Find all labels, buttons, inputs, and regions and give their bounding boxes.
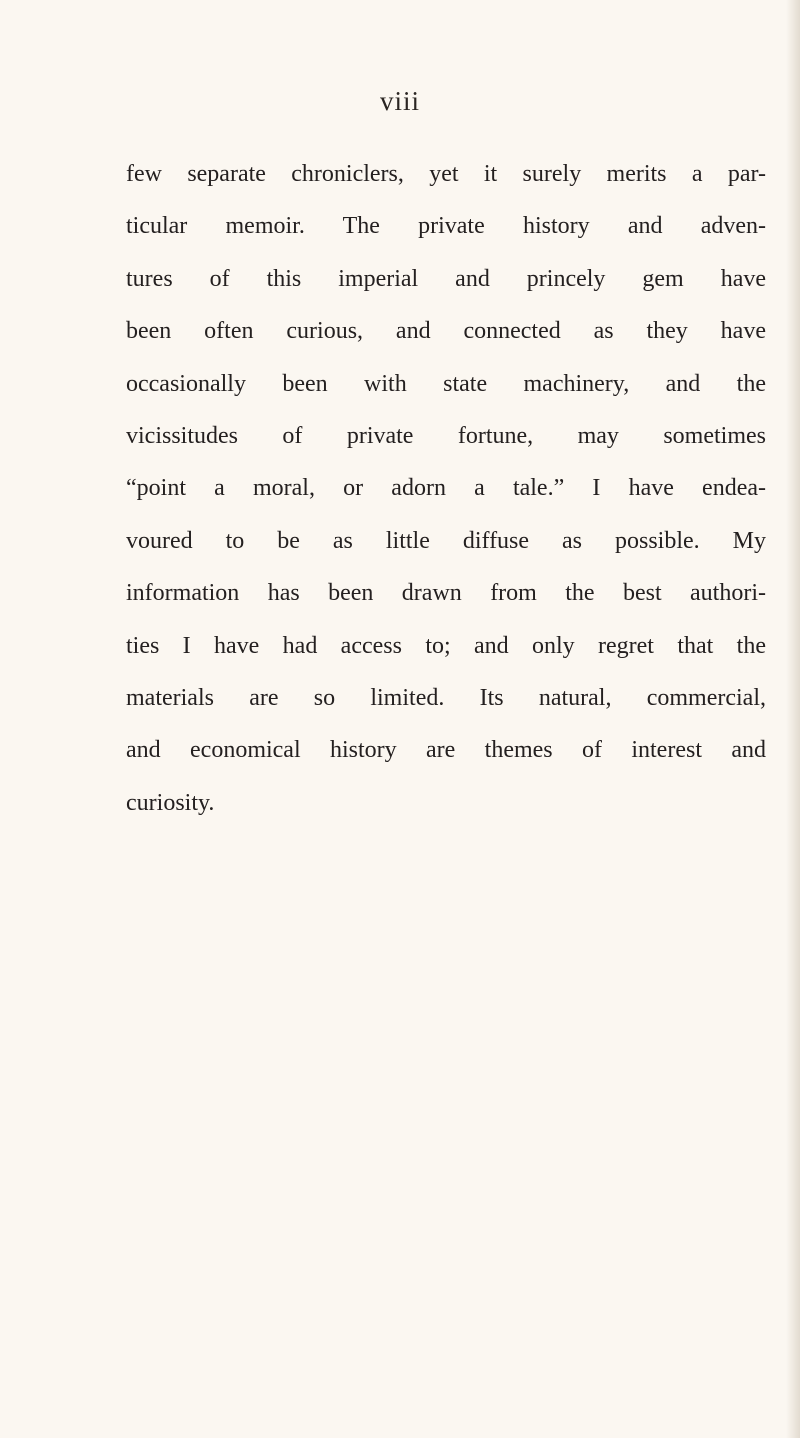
text-line: few separate chroniclers, yet it surely merits a par- bbox=[126, 161, 766, 187]
body-paragraph bbox=[126, 148, 766, 829]
text-line: been often curious, and connected as they have bbox=[126, 318, 766, 345]
text-line: and economical history are themes of interest and bbox=[126, 737, 766, 764]
text-line: “point a moral, or adorn a tale.” I have endea- bbox=[126, 475, 766, 502]
text-line: voured to be as little diffuse as possible. My bbox=[126, 527, 766, 554]
text-line: curiosity. bbox=[126, 789, 215, 816]
page-edge-shadow bbox=[786, 0, 800, 1438]
text-line: materials are so limited. Its natural, commercial, bbox=[126, 684, 766, 711]
page-number: viii bbox=[379, 86, 420, 116]
text-line: ticular memoir. The private history and adven- bbox=[126, 213, 766, 240]
text-line: vicissitudes of private fortune, may sometimes bbox=[126, 422, 766, 449]
text-line: ties I have had access to; and only regret that the bbox=[126, 632, 766, 659]
text-line: information has been drawn from the best authori- bbox=[126, 580, 766, 607]
text-line: occasionally been with state machinery, and the bbox=[126, 370, 766, 397]
text-line: tures of this imperial and princely gem have bbox=[126, 265, 766, 292]
